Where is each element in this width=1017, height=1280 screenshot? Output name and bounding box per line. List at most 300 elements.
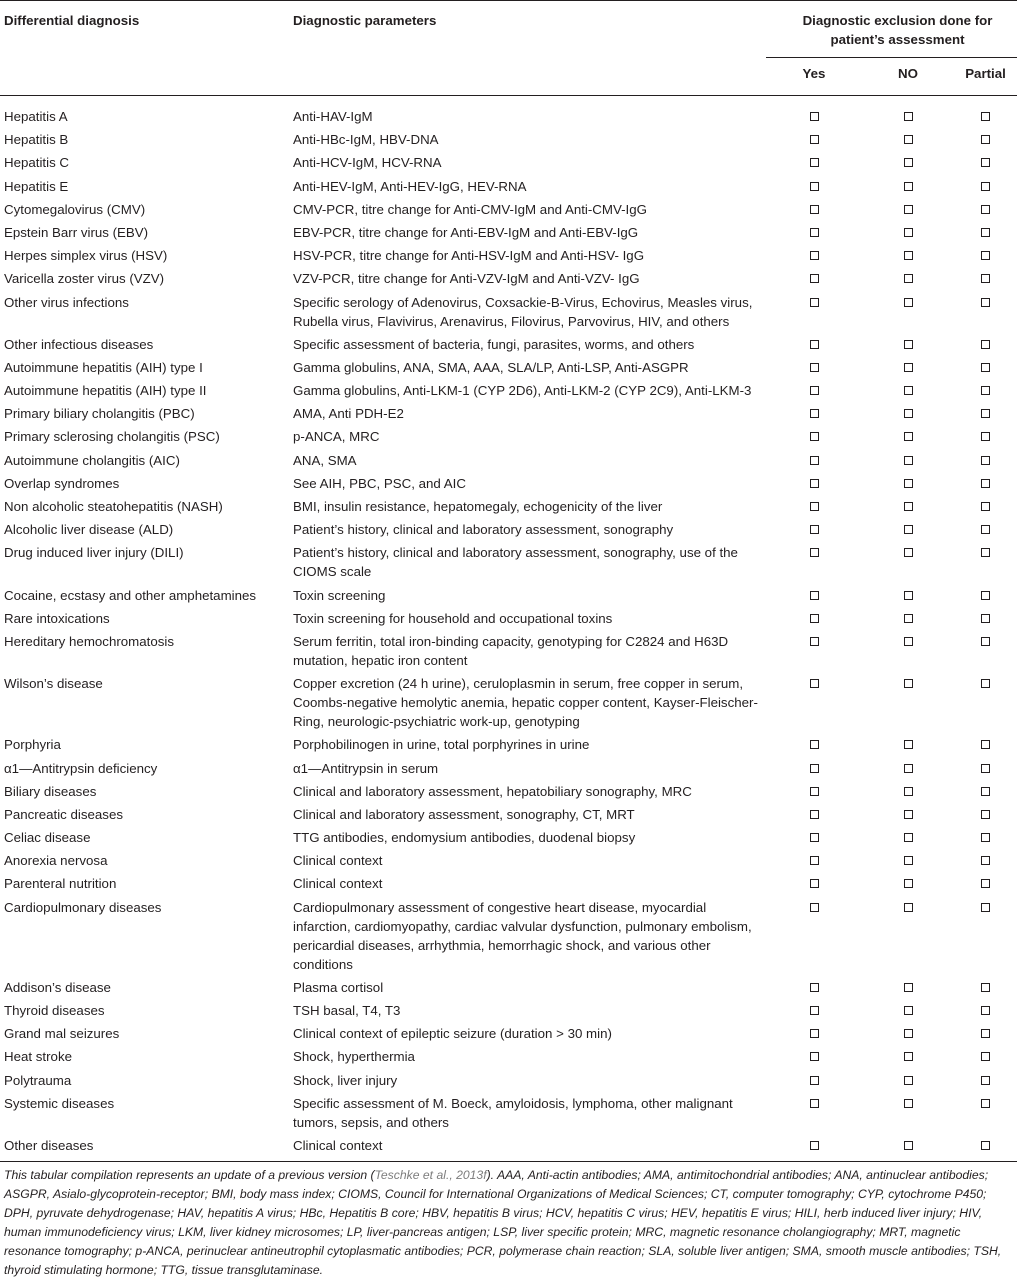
yes-checkbox[interactable]	[810, 1076, 819, 1085]
diagnosis-cell: Overlap syndromes	[4, 475, 120, 491]
partial-checkbox[interactable]	[981, 409, 990, 418]
partial-checkbox[interactable]	[981, 679, 990, 688]
no-checkbox[interactable]	[904, 903, 913, 912]
no-checkbox-cell	[862, 826, 954, 849]
partial-checkbox-cell	[954, 1045, 1017, 1068]
diagnosis-cell: Celiac disease	[4, 830, 91, 846]
no-checkbox[interactable]	[904, 810, 913, 819]
diagnosis-cell: Drug induced liver injury (DILI)	[4, 545, 184, 561]
partial-checkbox-cell	[954, 541, 1017, 583]
yes-checkbox-cell	[766, 780, 862, 803]
partial-checkbox-cell	[954, 780, 1017, 803]
yes-checkbox[interactable]	[810, 591, 819, 600]
yes-checkbox[interactable]	[810, 525, 819, 534]
no-checkbox[interactable]	[904, 833, 913, 842]
table-row	[0, 733, 1017, 756]
no-checkbox[interactable]	[904, 182, 913, 191]
no-checkbox-cell	[862, 583, 954, 606]
table-row	[0, 472, 1017, 495]
partial-checkbox-cell	[954, 756, 1017, 779]
no-checkbox-cell	[862, 96, 954, 129]
no-checkbox-cell	[862, 356, 954, 379]
table-row	[0, 780, 1017, 803]
partial-checkbox[interactable]	[981, 1029, 990, 1038]
no-checkbox[interactable]	[904, 1076, 913, 1085]
yes-checkbox[interactable]	[810, 205, 819, 214]
no-checkbox-cell	[862, 630, 954, 672]
header-diagnostic-parameters: Diagnostic parameters	[289, 1, 766, 96]
yes-checkbox-cell	[766, 849, 862, 872]
partial-checkbox[interactable]	[981, 1076, 990, 1085]
no-checkbox[interactable]	[904, 879, 913, 888]
yes-checkbox[interactable]	[810, 432, 819, 441]
no-checkbox-cell	[862, 151, 954, 174]
partial-checkbox-cell	[954, 849, 1017, 872]
parameters-cell: See AIH, PBC, PSC, and AIC	[293, 475, 466, 491]
parameters-cell: BMI, insulin resistance, hepatomegaly, echogenicity of the liver	[293, 499, 663, 514]
yes-checkbox-cell	[766, 518, 862, 541]
partial-checkbox-cell	[954, 826, 1017, 849]
no-checkbox-cell	[862, 733, 954, 756]
parameters-cell: Specific assessment of M. Boeck, amyloidosis, lymphoma, other malignant tumors, sepsis, and others	[293, 1095, 733, 1130]
yes-checkbox-cell	[766, 1092, 862, 1134]
yes-checkbox-cell	[766, 672, 862, 733]
diagnosis-cell: Primary biliary cholangitis (PBC)	[4, 406, 195, 422]
table-row	[0, 425, 1017, 448]
footnote-intro: This tabular compilation represents an update of a previous version (	[4, 1167, 375, 1182]
diagnosis-cell: Other virus infections	[4, 294, 129, 310]
table-row	[0, 96, 1017, 129]
no-checkbox-cell	[862, 756, 954, 779]
partial-checkbox-cell	[954, 495, 1017, 518]
header-no: NO	[862, 58, 954, 96]
yes-checkbox[interactable]	[810, 1029, 819, 1038]
yes-checkbox-cell	[766, 244, 862, 267]
partial-checkbox-cell	[954, 583, 1017, 606]
no-checkbox[interactable]	[904, 1029, 913, 1038]
parameters-cell: Serum ferritin, total iron-binding capacity, genotyping for C2824 and H63D mutation, hepatic iron content	[293, 633, 729, 668]
yes-checkbox[interactable]	[810, 456, 819, 465]
table-row	[0, 999, 1017, 1022]
no-checkbox[interactable]	[904, 274, 913, 283]
yes-checkbox[interactable]	[810, 1141, 819, 1150]
parameters-cell: EBV-PCR, titre change for Anti-EBV-IgM and Anti-EBV-IgG	[293, 224, 639, 240]
diagnosis-cell: Epstein Barr virus (EBV)	[4, 224, 149, 240]
parameters-cell: Toxin screening for household and occupational toxins	[293, 610, 613, 626]
yes-checkbox[interactable]	[810, 833, 819, 842]
no-checkbox-cell	[862, 1134, 954, 1162]
no-checkbox[interactable]	[904, 340, 913, 349]
no-checkbox-cell	[862, 333, 954, 356]
yes-checkbox[interactable]	[810, 548, 819, 557]
no-checkbox-cell	[862, 425, 954, 448]
no-checkbox[interactable]	[904, 614, 913, 623]
yes-checkbox-cell	[766, 356, 862, 379]
no-checkbox-cell	[862, 495, 954, 518]
partial-checkbox[interactable]	[981, 112, 990, 121]
diagnosis-cell: Addison’s disease	[4, 979, 111, 995]
yes-checkbox[interactable]	[810, 764, 819, 773]
yes-checkbox[interactable]	[810, 1052, 819, 1061]
yes-checkbox-cell	[766, 630, 862, 672]
header-row-1	[0, 1, 1017, 58]
partial-checkbox[interactable]	[981, 614, 990, 623]
no-checkbox[interactable]	[904, 856, 913, 865]
table-row	[0, 356, 1017, 379]
yes-checkbox[interactable]	[810, 158, 819, 167]
yes-checkbox[interactable]	[810, 386, 819, 395]
partial-checkbox[interactable]	[981, 740, 990, 749]
parameters-cell: AMA, Anti PDH-E2	[293, 406, 404, 422]
parameters-cell: CMV-PCR, titre change for Anti-CMV-IgM and Anti-CMV-IgG	[293, 201, 647, 217]
yes-checkbox-cell	[766, 607, 862, 630]
yes-checkbox[interactable]	[810, 879, 819, 888]
parameters-cell: Anti-HBc-IgM, HBV-DNA	[293, 132, 439, 148]
partial-checkbox-cell	[954, 1068, 1017, 1091]
table-row	[0, 1068, 1017, 1091]
no-checkbox[interactable]	[904, 251, 913, 260]
partial-checkbox-cell	[954, 896, 1017, 976]
yes-checkbox-cell	[766, 896, 862, 976]
partial-checkbox[interactable]	[981, 432, 990, 441]
diagnosis-cell: Varicella zoster virus (VZV)	[4, 271, 165, 287]
partial-checkbox[interactable]	[981, 833, 990, 842]
table-header	[0, 1, 1017, 96]
no-checkbox[interactable]	[904, 228, 913, 237]
no-checkbox[interactable]	[904, 679, 913, 688]
yes-checkbox-cell	[766, 472, 862, 495]
partial-checkbox[interactable]	[981, 386, 990, 395]
partial-checkbox[interactable]	[981, 479, 990, 488]
no-checkbox[interactable]	[904, 479, 913, 488]
partial-checkbox[interactable]	[981, 983, 990, 992]
yes-checkbox-cell	[766, 290, 862, 332]
yes-checkbox[interactable]	[810, 479, 819, 488]
yes-checkbox-cell	[766, 128, 862, 151]
partial-checkbox[interactable]	[981, 879, 990, 888]
yes-checkbox[interactable]	[810, 614, 819, 623]
parameters-cell: HSV-PCR, titre change for Anti-HSV-IgM and Anti-HSV- IgG	[293, 248, 645, 264]
yes-checkbox-cell	[766, 1022, 862, 1045]
yes-checkbox[interactable]	[810, 810, 819, 819]
yes-checkbox[interactable]	[810, 740, 819, 749]
partial-checkbox-cell	[954, 449, 1017, 472]
header-partial: Partial	[954, 58, 1017, 96]
partial-checkbox[interactable]	[981, 456, 990, 465]
no-checkbox[interactable]	[904, 764, 913, 773]
parameters-cell: Patient’s history, clinical and laboratory assessment, sonography	[293, 522, 674, 538]
partial-checkbox-cell	[954, 607, 1017, 630]
yes-checkbox[interactable]	[810, 856, 819, 865]
yes-checkbox[interactable]	[810, 1006, 819, 1015]
parameters-cell: Porphobilinogen in urine, total porphyrines in urine	[293, 737, 590, 753]
no-checkbox-cell	[862, 849, 954, 872]
yes-checkbox[interactable]	[810, 637, 819, 646]
header-differential-diagnosis: Differential diagnosis	[0, 1, 289, 96]
no-checkbox[interactable]	[904, 205, 913, 214]
yes-checkbox[interactable]	[810, 363, 819, 372]
partial-checkbox-cell	[954, 518, 1017, 541]
partial-checkbox[interactable]	[981, 637, 990, 646]
partial-checkbox[interactable]	[981, 1141, 990, 1150]
parameters-cell: Clinical context	[289, 1134, 766, 1162]
parameters-cell: TTG antibodies, endomysium antibodies, duodenal biopsy	[293, 830, 636, 846]
diagnosis-cell: Systemic diseases	[4, 1095, 115, 1111]
no-checkbox[interactable]	[904, 432, 913, 441]
no-checkbox-cell	[862, 244, 954, 267]
no-checkbox-cell	[862, 1045, 954, 1068]
table-row	[0, 541, 1017, 583]
diagnosis-cell: Hepatitis C	[4, 155, 70, 171]
partial-checkbox[interactable]	[981, 158, 990, 167]
yes-checkbox-cell	[766, 174, 862, 197]
diagnosis-cell: Cytomegalovirus (CMV)	[4, 201, 146, 217]
no-checkbox-cell	[862, 1022, 954, 1045]
yes-checkbox-cell	[766, 495, 862, 518]
partial-checkbox[interactable]	[981, 274, 990, 283]
table-row	[0, 1045, 1017, 1068]
no-checkbox[interactable]	[904, 112, 913, 121]
no-checkbox-cell	[862, 267, 954, 290]
diagnosis-cell: Hepatitis A	[4, 109, 68, 124]
no-checkbox[interactable]	[904, 548, 913, 557]
partial-checkbox[interactable]	[981, 1006, 990, 1015]
table-row	[0, 267, 1017, 290]
partial-checkbox[interactable]	[981, 810, 990, 819]
parameters-cell: Cardiopulmonary assessment of congestive heart disease, myocardial infarction, cardiomyopathy, cardiac valvular dysfunction, pulmonary embolism, pericardial diseases, arrhythmia, hemorrhagic shock, and various other conditions	[293, 899, 752, 972]
partial-checkbox-cell	[954, 96, 1017, 129]
yes-checkbox[interactable]	[810, 298, 819, 307]
table-row	[0, 290, 1017, 332]
partial-checkbox[interactable]	[981, 1099, 990, 1108]
diagnosis-cell: Autoimmune cholangitis (AIC)	[4, 452, 180, 468]
table-footnote	[0, 1162, 1017, 1280]
partial-checkbox[interactable]	[981, 205, 990, 214]
partial-checkbox-cell	[954, 402, 1017, 425]
no-checkbox-cell	[862, 290, 954, 332]
yes-checkbox[interactable]	[810, 135, 819, 144]
yes-checkbox[interactable]	[810, 228, 819, 237]
yes-checkbox-cell	[766, 151, 862, 174]
table-row	[0, 672, 1017, 733]
diagnosis-cell: Hepatitis B	[4, 132, 69, 148]
no-checkbox-cell	[862, 472, 954, 495]
partial-checkbox-cell	[954, 425, 1017, 448]
partial-checkbox-cell	[954, 356, 1017, 379]
partial-checkbox-cell	[954, 128, 1017, 151]
yes-checkbox-cell	[766, 872, 862, 895]
no-checkbox-cell	[862, 896, 954, 976]
no-checkbox[interactable]	[904, 525, 913, 534]
partial-checkbox[interactable]	[981, 135, 990, 144]
yes-checkbox-cell	[766, 541, 862, 583]
table-body	[0, 96, 1017, 1162]
yes-checkbox-cell	[766, 96, 862, 129]
table-row	[0, 402, 1017, 425]
table-row	[0, 607, 1017, 630]
no-checkbox[interactable]	[904, 298, 913, 307]
no-checkbox[interactable]	[904, 787, 913, 796]
no-checkbox[interactable]	[904, 386, 913, 395]
diagnosis-cell: Parenteral nutrition	[4, 876, 117, 892]
no-checkbox[interactable]	[904, 135, 913, 144]
diagnosis-cell: Pancreatic diseases	[4, 806, 123, 822]
partial-checkbox[interactable]	[981, 548, 990, 557]
partial-checkbox-cell	[954, 244, 1017, 267]
parameters-cell: p-ANCA, MRC	[293, 429, 380, 445]
yes-checkbox-cell	[766, 733, 862, 756]
no-checkbox[interactable]	[904, 456, 913, 465]
diagnosis-cell: Hepatitis E	[4, 178, 69, 194]
diagnosis-cell: Other infectious diseases	[4, 336, 154, 352]
partial-checkbox-cell	[954, 151, 1017, 174]
diagnosis-cell: Wilson’s disease	[4, 676, 103, 692]
no-checkbox[interactable]	[904, 740, 913, 749]
parameters-cell: Clinical context of epileptic seizure (duration > 30 min)	[293, 1026, 612, 1042]
no-checkbox-cell	[862, 999, 954, 1022]
partial-checkbox-cell	[954, 803, 1017, 826]
yes-checkbox-cell	[766, 583, 862, 606]
yes-checkbox[interactable]	[810, 182, 819, 191]
no-checkbox-cell	[862, 872, 954, 895]
parameters-cell: TSH basal, T4, T3	[293, 1003, 401, 1018]
table-row	[0, 1022, 1017, 1045]
no-checkbox[interactable]	[904, 1141, 913, 1150]
table-row	[0, 583, 1017, 606]
yes-checkbox-cell	[766, 333, 862, 356]
diagnosis-cell: Thyroid diseases	[4, 1003, 105, 1018]
diagnosis-cell: Polytrauma	[4, 1072, 72, 1088]
table-row	[0, 518, 1017, 541]
yes-checkbox[interactable]	[810, 983, 819, 992]
diagnosis-cell: Grand mal seizures	[4, 1026, 120, 1042]
yes-checkbox-cell	[766, 803, 862, 826]
table-row	[0, 449, 1017, 472]
yes-checkbox-cell	[766, 826, 862, 849]
partial-checkbox-cell	[954, 333, 1017, 356]
no-checkbox-cell	[862, 976, 954, 999]
footnote-citation-link[interactable]: Teschke et al., 2013f	[374, 1167, 487, 1182]
diagnosis-cell: α1—Antitrypsin deficiency	[4, 760, 158, 776]
table-row	[0, 198, 1017, 221]
table-row	[0, 756, 1017, 779]
yes-checkbox[interactable]	[810, 340, 819, 349]
yes-checkbox[interactable]	[810, 251, 819, 260]
yes-checkbox[interactable]	[810, 903, 819, 912]
partial-checkbox-cell	[954, 672, 1017, 733]
no-checkbox[interactable]	[904, 637, 913, 646]
parameters-cell: Anti-HEV-IgM, Anti-HEV-IgG, HEV-RNA	[293, 178, 527, 194]
table-row	[0, 244, 1017, 267]
no-checkbox-cell	[862, 780, 954, 803]
table-row	[0, 872, 1017, 895]
yes-checkbox[interactable]	[810, 679, 819, 688]
parameters-cell: Clinical context	[293, 853, 383, 869]
yes-checkbox[interactable]	[810, 1099, 819, 1108]
yes-checkbox-cell	[766, 976, 862, 999]
diagnosis-cell: Autoimmune hepatitis (AIH) type I	[4, 359, 203, 375]
partial-checkbox[interactable]	[981, 787, 990, 796]
no-checkbox-cell	[862, 541, 954, 583]
partial-checkbox-cell	[954, 472, 1017, 495]
no-checkbox[interactable]	[904, 1006, 913, 1015]
yes-checkbox-cell	[766, 402, 862, 425]
partial-checkbox[interactable]	[981, 363, 990, 372]
no-checkbox[interactable]	[904, 1052, 913, 1061]
partial-checkbox[interactable]	[981, 182, 990, 191]
no-checkbox[interactable]	[904, 363, 913, 372]
yes-checkbox-cell	[766, 379, 862, 402]
diagnosis-cell: Autoimmune hepatitis (AIH) type II	[4, 383, 207, 399]
parameters-cell: α1—Antitrypsin in serum	[293, 760, 439, 776]
yes-checkbox[interactable]	[810, 787, 819, 796]
no-checkbox-cell	[862, 402, 954, 425]
partial-checkbox[interactable]	[981, 856, 990, 865]
partial-checkbox[interactable]	[981, 298, 990, 307]
yes-checkbox[interactable]	[810, 112, 819, 121]
parameters-cell: Clinical context	[293, 876, 383, 892]
parameters-cell: Gamma globulins, ANA, SMA, AAA, SLA/LP, Anti-LSP, Anti-ASGPR	[293, 359, 689, 375]
no-checkbox-cell	[862, 1068, 954, 1091]
table-row	[0, 333, 1017, 356]
no-checkbox-cell	[862, 672, 954, 733]
partial-checkbox[interactable]	[981, 1052, 990, 1061]
diagnosis-cell: Porphyria	[4, 737, 61, 753]
header-yes: Yes	[766, 58, 862, 96]
no-checkbox-cell	[862, 607, 954, 630]
no-checkbox[interactable]	[904, 409, 913, 418]
no-checkbox-cell	[862, 449, 954, 472]
parameters-cell: Copper excretion (24 h urine), ceruloplasmin in serum, free copper in serum, Coombs-negative hemolytic anemia, hepatic copper content, Kayser-Fleischer-Ring, neurologic-psychiatric work-up, genotyping	[293, 676, 758, 730]
table-row	[0, 221, 1017, 244]
diagnosis-cell: Primary sclerosing cholangitis (PSC)	[4, 429, 220, 445]
table-row	[0, 174, 1017, 197]
partial-checkbox[interactable]	[981, 228, 990, 237]
partial-checkbox[interactable]	[981, 251, 990, 260]
parameters-cell: Shock, liver injury	[293, 1072, 398, 1088]
partial-checkbox-cell	[954, 221, 1017, 244]
yes-checkbox-cell	[766, 1045, 862, 1068]
diagnosis-cell: Anorexia nervosa	[4, 853, 108, 869]
partial-checkbox[interactable]	[981, 903, 990, 912]
table-row	[0, 896, 1017, 976]
header-diagnostic-exclusion-group: Diagnostic exclusion done for patient’s assessment	[766, 1, 1017, 58]
no-checkbox[interactable]	[904, 502, 913, 511]
partial-checkbox[interactable]	[981, 502, 990, 511]
partial-checkbox[interactable]	[981, 764, 990, 773]
parameters-cell: Patient’s history, clinical and laboratory assessment, sonography, use of the CIOMS scale	[293, 545, 738, 580]
table-row	[0, 630, 1017, 672]
partial-checkbox-cell	[954, 999, 1017, 1022]
partial-checkbox-cell	[954, 872, 1017, 895]
diagnosis-cell: Other diseases	[0, 1134, 289, 1162]
no-checkbox[interactable]	[904, 158, 913, 167]
no-checkbox[interactable]	[904, 1099, 913, 1108]
parameters-cell: Clinical and laboratory assessment, sonography, CT, MRT	[293, 806, 635, 822]
partial-checkbox[interactable]	[981, 340, 990, 349]
parameters-cell: Specific assessment of bacteria, fungi, parasites, worms, and others	[293, 336, 695, 352]
no-checkbox-cell	[862, 128, 954, 151]
partial-checkbox[interactable]	[981, 525, 990, 534]
yes-checkbox[interactable]	[810, 274, 819, 283]
no-checkbox[interactable]	[904, 591, 913, 600]
yes-checkbox[interactable]	[810, 409, 819, 418]
yes-checkbox[interactable]	[810, 502, 819, 511]
partial-checkbox[interactable]	[981, 591, 990, 600]
no-checkbox[interactable]	[904, 983, 913, 992]
partial-checkbox-cell	[954, 267, 1017, 290]
yes-checkbox-cell	[766, 756, 862, 779]
